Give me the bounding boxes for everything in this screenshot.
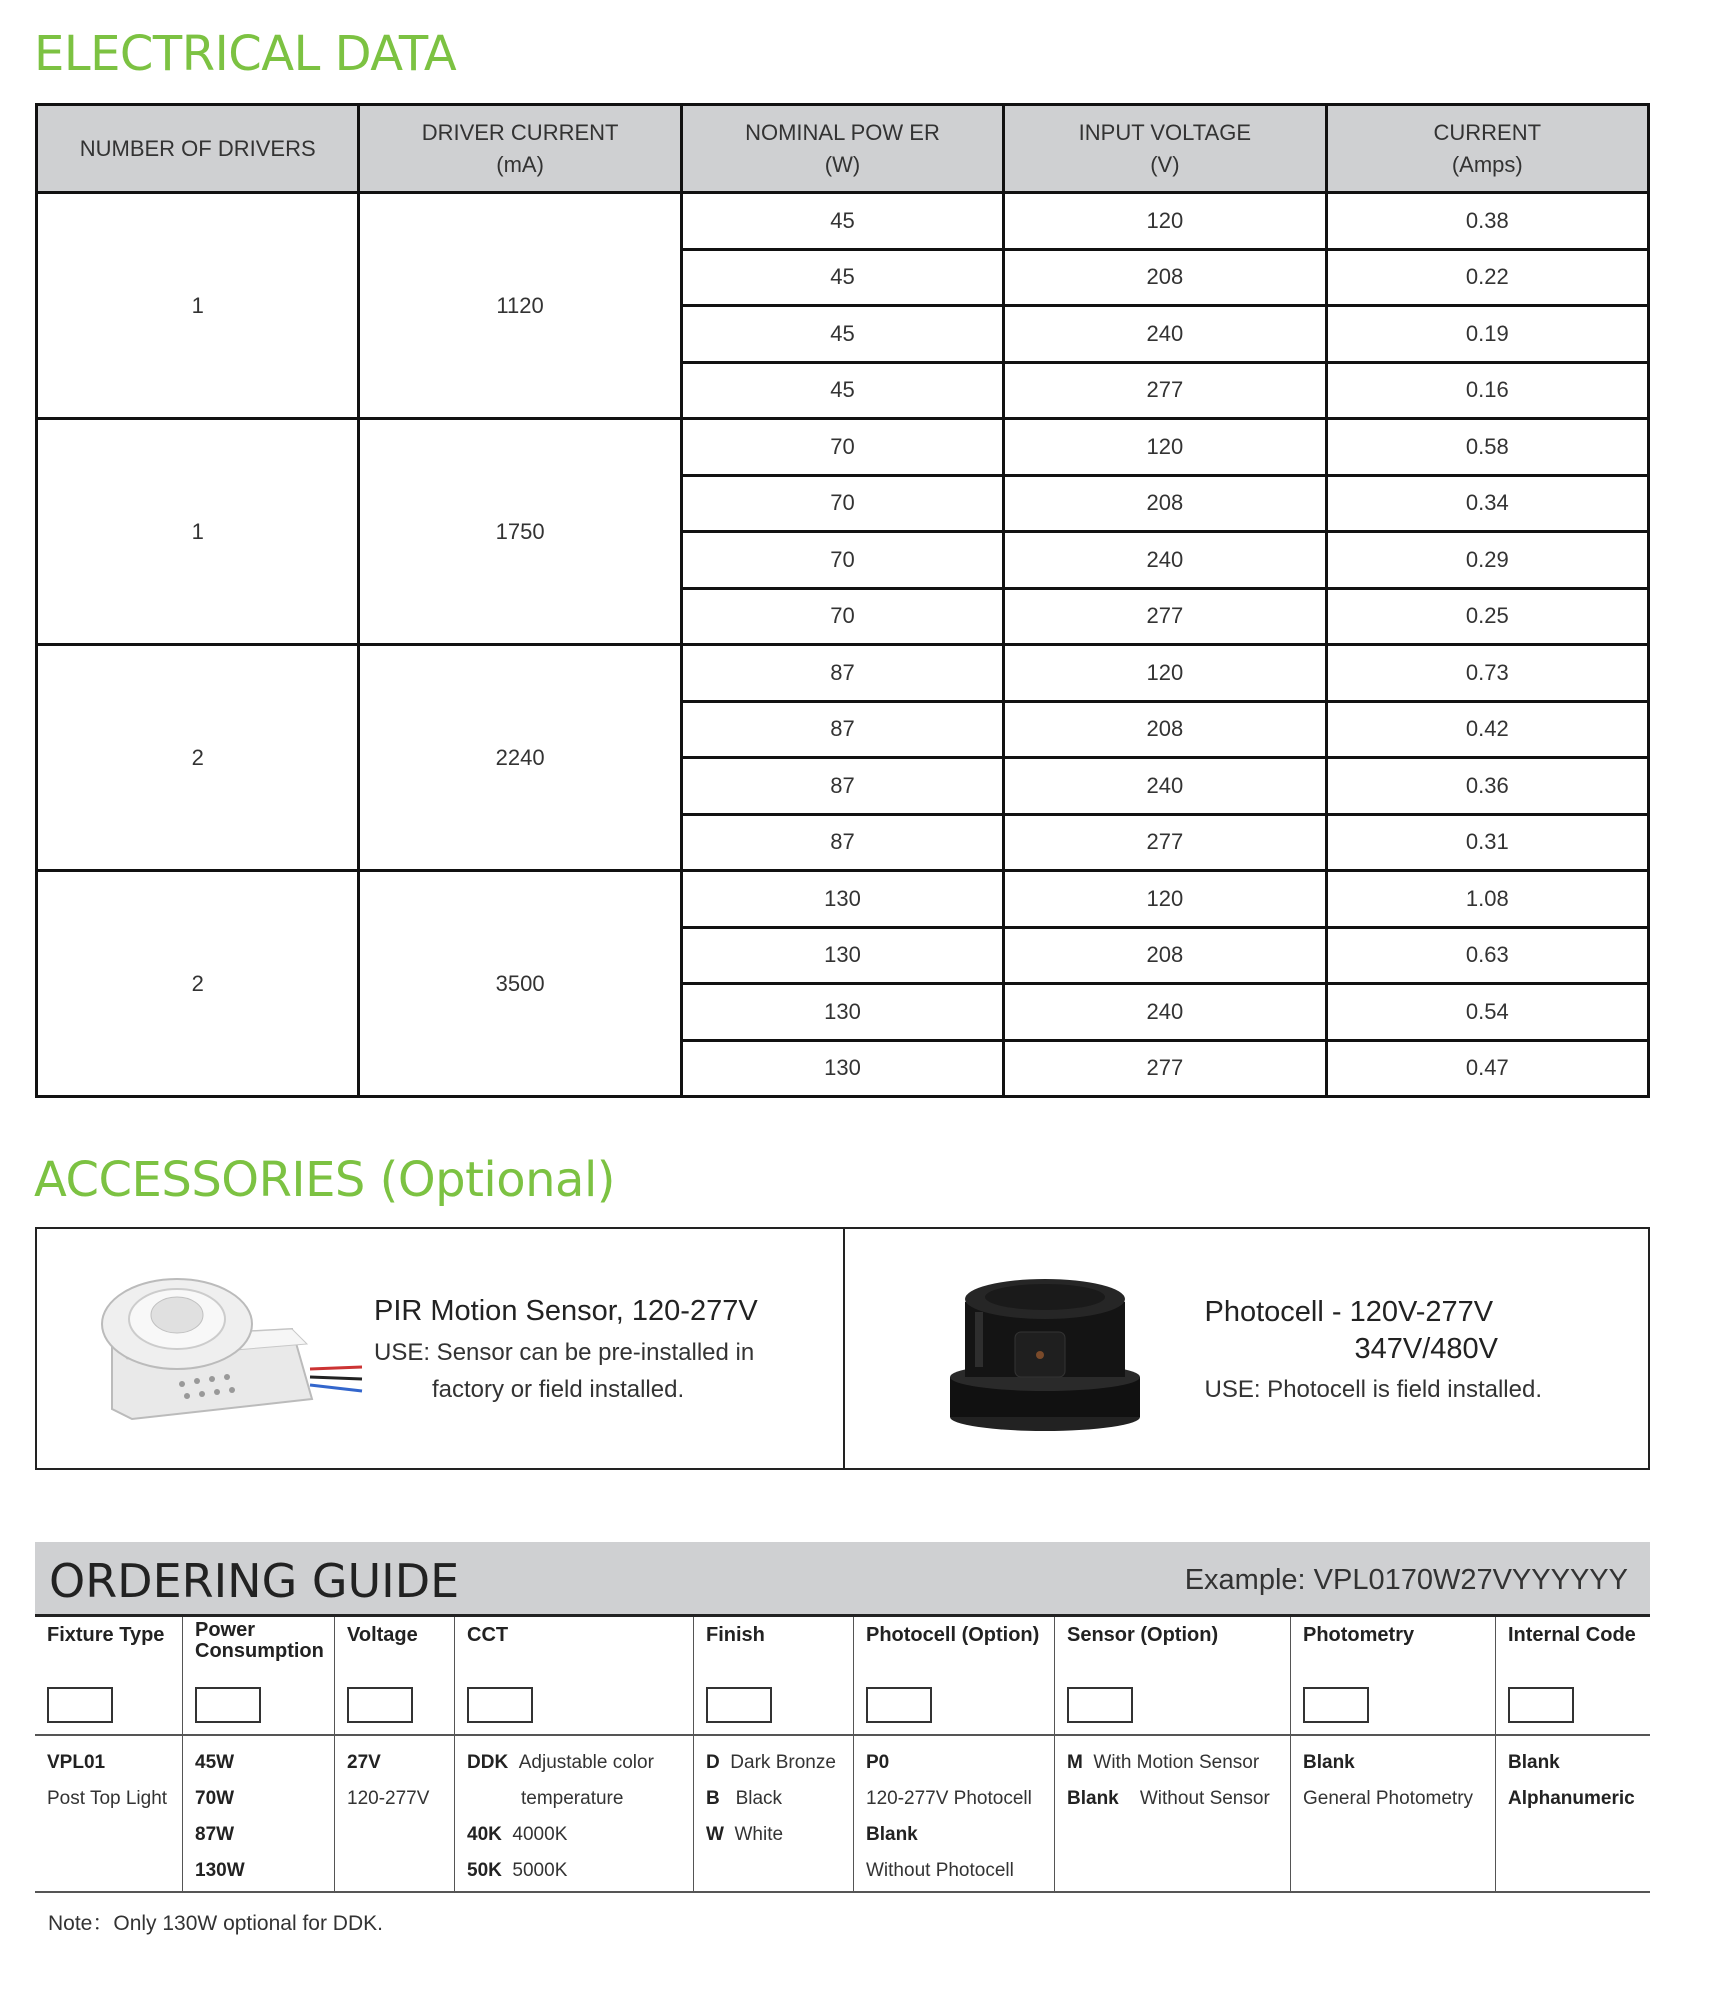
voltage-cell: 208 — [1004, 475, 1326, 532]
current-cell: 0.34 — [1326, 475, 1648, 532]
column-power-consumption — [182, 1617, 334, 1891]
table-header-row — [37, 105, 1649, 193]
voltage-cell: 208 — [1004, 927, 1326, 984]
internal-code-input[interactable] — [1508, 1687, 1574, 1723]
column-photocell — [853, 1617, 1054, 1891]
photometry-options: Blank General Photometry — [1303, 1752, 1474, 1809]
cct-heading: CCT — [467, 1624, 509, 1646]
ordering-guide-grid — [35, 1617, 1650, 1893]
ordering-example: Example: VPL0170W27VYYYYYY — [1184, 1564, 1628, 1596]
photocell-title-line1: Photocell - 120V-277V — [1204, 1296, 1494, 1328]
column-cct — [454, 1617, 693, 1891]
accessories-box — [35, 1227, 1650, 1470]
voltage-cell: 240 — [1004, 758, 1326, 815]
sensor-input[interactable] — [1067, 1687, 1133, 1723]
header-driver-current: DRIVER CURRENT (mA) — [359, 105, 681, 193]
power-cell: 130 — [681, 871, 1003, 928]
photocell-title-line2: 347V/480V — [1354, 1333, 1499, 1365]
voltage-cell: 240 — [1004, 532, 1326, 589]
pir-sensor-title: PIR Motion Sensor, 120-277V — [374, 1295, 758, 1327]
current-cell: 0.54 — [1326, 984, 1648, 1041]
pir-sensor-use-line1: USE: Sensor can be pre-installed in — [374, 1339, 755, 1366]
column-finish — [693, 1617, 853, 1891]
voltage-heading: Voltage — [347, 1624, 418, 1646]
driver-current-cell: 3500 — [359, 871, 681, 1097]
fixture-type-options: VPL01 Post Top Light — [47, 1752, 168, 1809]
power-cell: 70 — [681, 532, 1003, 589]
drivers-cell: 1 — [37, 193, 359, 419]
current-cell: 1.08 — [1326, 871, 1648, 928]
ordering-guide-title: ORDERING GUIDE — [49, 1554, 460, 1608]
power-cell: 87 — [681, 814, 1003, 871]
voltage-cell: 277 — [1004, 588, 1326, 645]
voltage-cell: 208 — [1004, 249, 1326, 306]
table-row — [37, 193, 1649, 250]
drivers-cell: 1 — [37, 419, 359, 645]
power-cell: 130 — [681, 1040, 1003, 1097]
voltage-input[interactable] — [347, 1687, 413, 1723]
power-consumption-options: 45W 70W 87W 130W — [195, 1752, 245, 1881]
pir-sensor-panel — [37, 1229, 843, 1468]
current-cell: 0.63 — [1326, 927, 1648, 984]
power-cell: 45 — [681, 249, 1003, 306]
power-cell: 70 — [681, 419, 1003, 476]
voltage-cell: 120 — [1004, 193, 1326, 250]
ordering-note: Note：Only 130W optional for DDK. — [48, 1912, 383, 1935]
sensor-options: M With Motion Sensor Blank Without Sensor — [1067, 1752, 1270, 1809]
voltage-options: 27V 120-277V — [347, 1752, 430, 1809]
table-row — [37, 645, 1649, 702]
voltage-cell: 277 — [1004, 362, 1326, 419]
voltage-cell: 240 — [1004, 306, 1326, 363]
header-number-of-drivers: NUMBER OF DRIVERS — [37, 105, 359, 193]
driver-current-cell: 1750 — [359, 419, 681, 645]
voltage-cell: 120 — [1004, 419, 1326, 476]
table-row — [37, 419, 1649, 476]
power-cell: 45 — [681, 193, 1003, 250]
power-consumption-heading: Power Consumption — [195, 1619, 324, 1662]
cct-input[interactable] — [467, 1687, 533, 1723]
internal-code-heading: Internal Code — [1508, 1624, 1636, 1646]
column-voltage — [334, 1617, 454, 1891]
finish-heading: Finish — [706, 1624, 765, 1646]
current-cell: 0.36 — [1326, 758, 1648, 815]
column-sensor — [1054, 1617, 1290, 1891]
current-cell: 0.73 — [1326, 645, 1648, 702]
current-cell: 0.29 — [1326, 532, 1648, 589]
header-nominal-power: NOMINAL POW ER (W) — [681, 105, 1003, 193]
photocell-options: P0 120-277V Photocell Blank Without Photocell — [866, 1752, 1032, 1881]
photocell-heading: Photocell (Option) — [866, 1624, 1040, 1646]
current-cell: 0.31 — [1326, 814, 1648, 871]
pir-sensor-use-line2: factory or field installed. — [432, 1376, 685, 1403]
current-cell: 0.22 — [1326, 249, 1648, 306]
current-cell: 0.19 — [1326, 306, 1648, 363]
current-cell: 0.38 — [1326, 193, 1648, 250]
electrical-data-title: ELECTRICAL DATA — [34, 26, 457, 82]
current-cell: 0.47 — [1326, 1040, 1648, 1097]
electrical-data-table — [35, 103, 1650, 1098]
table-row — [37, 871, 1649, 928]
column-photometry — [1290, 1617, 1495, 1891]
power-consumption-input[interactable] — [195, 1687, 261, 1723]
power-cell: 130 — [681, 984, 1003, 1041]
driver-current-cell: 2240 — [359, 645, 681, 871]
sensor-heading: Sensor (Option) — [1067, 1624, 1219, 1646]
voltage-cell: 277 — [1004, 1040, 1326, 1097]
power-cell: 70 — [681, 475, 1003, 532]
photocell-input[interactable] — [866, 1687, 932, 1723]
header-input-voltage: INPUT VOLTAGE (V) — [1004, 105, 1326, 193]
photometry-input[interactable] — [1303, 1687, 1369, 1723]
power-cell: 130 — [681, 927, 1003, 984]
drivers-cell: 2 — [37, 871, 359, 1097]
column-internal-code — [1495, 1617, 1650, 1891]
fixture-type-heading: Fixture Type — [47, 1624, 165, 1646]
voltage-cell: 208 — [1004, 701, 1326, 758]
photocell-image — [945, 1267, 1145, 1437]
pir-sensor-image — [72, 1269, 372, 1429]
current-cell: 0.25 — [1326, 588, 1648, 645]
voltage-cell: 120 — [1004, 645, 1326, 702]
ordering-guide-header — [35, 1542, 1650, 1617]
cct-options: DDK Adjustable color temperature 40K 4000K 50K 5000K — [467, 1752, 654, 1881]
power-cell: 87 — [681, 758, 1003, 815]
power-cell: 87 — [681, 645, 1003, 702]
current-cell: 0.42 — [1326, 701, 1648, 758]
photocell-panel — [843, 1229, 1649, 1468]
finish-input[interactable] — [706, 1687, 772, 1723]
current-cell: 0.16 — [1326, 362, 1648, 419]
power-cell: 45 — [681, 306, 1003, 363]
power-cell: 70 — [681, 588, 1003, 645]
column-fixture-type — [35, 1617, 182, 1891]
finish-options: D Dark Bronze B Black W White — [706, 1752, 836, 1845]
voltage-cell: 240 — [1004, 984, 1326, 1041]
current-cell: 0.58 — [1326, 419, 1648, 476]
photometry-heading: Photometry — [1303, 1624, 1415, 1646]
header-current: CURRENT (Amps) — [1326, 105, 1648, 193]
power-cell: 87 — [681, 701, 1003, 758]
drivers-cell: 2 — [37, 645, 359, 871]
internal-code-options: Blank Alphanumeric — [1508, 1752, 1635, 1809]
driver-current-cell: 1120 — [359, 193, 681, 419]
voltage-cell: 120 — [1004, 871, 1326, 928]
accessories-title: ACCESSORIES (Optional) — [34, 1152, 616, 1208]
fixture-type-input[interactable] — [47, 1687, 113, 1723]
voltage-cell: 277 — [1004, 814, 1326, 871]
power-cell: 45 — [681, 362, 1003, 419]
photocell-use: USE: Photocell is field installed. — [1204, 1376, 1542, 1403]
